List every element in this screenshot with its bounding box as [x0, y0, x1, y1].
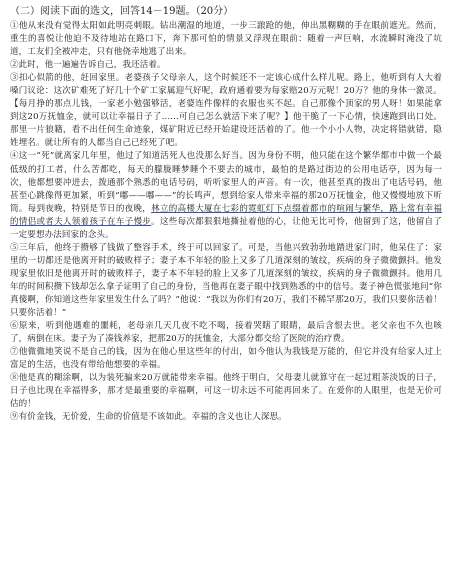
paragraph-4-segment-2: 林立的高楼大厦在七彩的霓虹灯下点缀着都市的喧闹与繁华，路上常有幸福的情侣或者夫人领着孩子在车子慢步	[10, 203, 442, 227]
paragraph-6-segment-1: ⑥原来，听到他遇难的噩耗，老母亲几天几夜不吃不喝，接着哭瞎了眼睛，最后含恨去世。老父亲也不久也咳了，病倒在床。妻子为了凑钱养家，把那20万的抚恤金，大部分都交给了医院的治疗费。	[10, 321, 442, 345]
paragraph-7	[10, 346, 442, 372]
paragraph-2	[10, 59, 442, 72]
paragraph-4-segment-1: ④这一“死”就离家几年里，他过了知道活死人也没那么好当。因为身份不明，他只能在这个繁华都市中做一个最低级的打工者，什么苦都吃，每天的朦胧睡梦睡个不要去的城市，最怕的是路过街边的公用电话亭，因为每一次，他都想要冲进去，拨通那个熟悉的电话号码，听听家里人的声音。有一次，他甚至真的拨出了电话号码，他甚至心跳像得更加紧，听到“嘟——嘟——”的长鸣声，想到给家人带来幸福的那20万抚恤金，他又慢慢地放下听筒。每到夜晚，特别是节日的夜晚，	[10, 151, 442, 214]
paragraph-3	[10, 72, 442, 150]
paragraph-5-segment-1: ⑤三年后，他终于攒够了钱做了整容手术，终于可以回家了。可是，当他兴致勃勃地踏进家门时，他呆住了：家里的一切都还是他离开时的破败样子；妻子本不年轻的脸上又多了几道深刻的皱纹，疾病的身子微微颤抖。他发现家里依旧是他离开时的破败样子，妻子本不年轻的脸上又多了几道深刻的皱纹，疾病的身子微微颤抖。他用几年的时间积攒下钱却怎么拿子证明了自己的身份，当他再在妻子眼中找到熟悉的中的信号。妻子神色慌张地问“你真傻啊，你知道这些年家里发生什么了吗？”他说：“我以为你们有20万，我们不稀罕那20万，我们只要你活着！只要你活着！”	[10, 242, 442, 319]
passage-body	[10, 20, 442, 424]
paragraph-8	[10, 372, 442, 411]
paragraph-6	[10, 320, 442, 346]
paragraph-2-segment-1: ②此时，他一遍遍告诉自己，我还活着。	[10, 60, 166, 71]
paragraph-9-segment-1: ⑨有价金钱，无价爱，生命的价值是不该如此。幸福的含义也让人深思。	[10, 412, 287, 423]
paragraph-3-segment-1: ③扣心似箭的他，赶回家里。老婆孩子父母亲人，这个时候还不一定该心成什么样儿呢。路上，他听到有人大着嗓门议论：这次矿难死了好几十个矿工家属迎气好呢，政府通着要为每家赔20万元呢！20万？他的身体一激灵。【每月挣的那点儿钱，一家老小勉强够活，老婆连件像样的衣服也买不起。自己那像个顶家的男人呀！如果能拿到这20万抚恤金，就可以让幸福日子了……可自己怎么就活下来了呢？】他干脆了一下心情，快速跑到出口处。那里一片狼籍，看不出任何生命迹象，煤矿附近已经开始建设还活着的了。他一个小小人物，决定将错就错，隐姓埋名。就让所有的人都当自己已经死了吧。	[10, 73, 442, 149]
paragraph-8-segment-1: ⑧他是真的糊涂啊，以为装死骗来20万就能带来幸福。他终于明白，父母妻儿就算守在一起过粗茶淡饭的日子，日子也比现在幸福得多，那才是最重要的幸福啊，可这一切永远不可能再回来了。在爱你的人眼里，也是无价可估的！	[10, 373, 442, 410]
paragraph-9	[10, 411, 442, 424]
question-heading: （二）阅读下面的选文，回答14－19题。（20分）	[10, 6, 234, 17]
paragraph-7-segment-1: ⑦他微微地笑说不是自己的钱，因为在他心里这些年的付出，如今他认为我钱是万能的，但它并没有给家人过上富足的生活，也没有带给他想要的幸福。	[10, 347, 442, 371]
paragraph-5	[10, 242, 442, 320]
paragraph-1-segment-1: ①他从来没有觉得太阳如此明亮刺眼。钻出潮湿的地道，一步三踉跄的他，伸出黑糊糊的手在眼前遮光。然而，重生的喜悦让他迫不及待地站在路口下，奔下那可怕的情景又浮现在眼前：随着一声巨响，水流瞬时淹没了坑道，工友们全被冲走，只有他侥幸地逃了出来。	[10, 21, 442, 58]
paragraph-1	[10, 20, 442, 59]
paragraph-4-segment-3: 。这些每次都狠狠地撕扯着他的心，让他无比可怜，他留到了这，他留自了一定要想办法回家的念头。	[10, 216, 442, 240]
paragraph-4	[10, 150, 442, 241]
